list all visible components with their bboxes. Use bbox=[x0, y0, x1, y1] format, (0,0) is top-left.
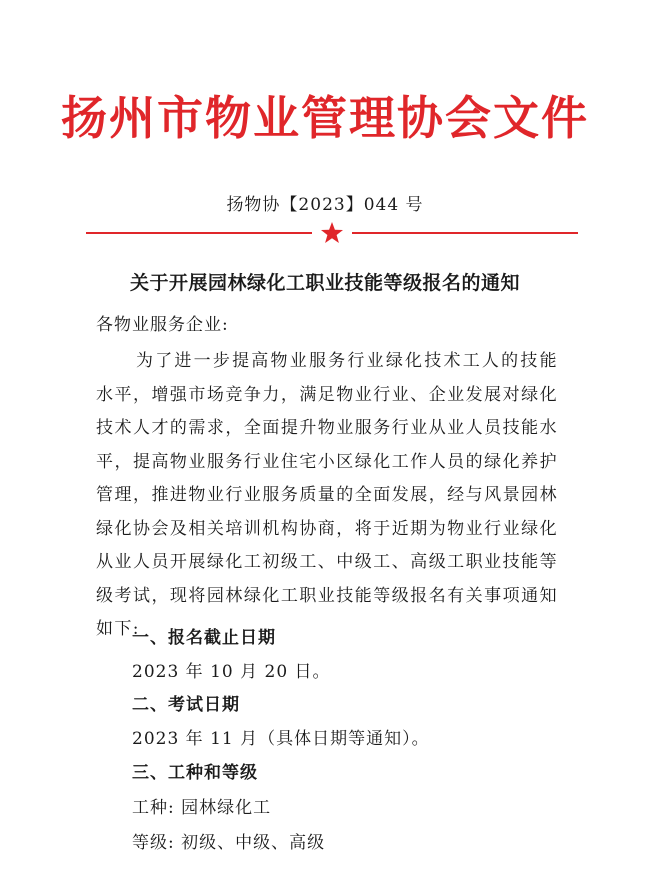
section-heading-exam-date: 二、考试日期 bbox=[132, 695, 240, 715]
section-heading-deadline: 一、报名截止日期 bbox=[132, 628, 276, 648]
red-divider bbox=[86, 222, 578, 246]
notice-title: 关于开展园林绿化工职业技能等级报名的通知 bbox=[129, 272, 520, 294]
body-paragraph: 为了进一步提高物业服务行业绿化技术工人的技能水平，增强市场竞争力，满足物业行业、企业发展对绿化技术人才的需求，全面提升物业服务行业从业人员技能水平，提高物业服务行业住宅小区绿化工作人员的绿化养护管理，推进物业行业服务质量的全面发展，经与风景园林绿化协会及相关培训机构协商，将于近期为物业行业绿化从业人员开展绿化工初级工、中级工、高级工职业技能等级考试，现将园林绿化工职业技能等级报名有关事项通知如下: bbox=[96, 351, 558, 639]
section-text-deadline: 2023 年 10 月 20 日。 bbox=[132, 662, 331, 682]
divider-line-left bbox=[86, 232, 312, 234]
section-text-levels: 等级: 初级、中级、高级 bbox=[132, 833, 326, 853]
star-icon bbox=[320, 221, 344, 245]
star-shape bbox=[321, 222, 343, 243]
document-number: 扬物协【2023】044 号 bbox=[226, 195, 424, 215]
section-heading-type-level: 三、工种和等级 bbox=[132, 763, 258, 783]
document-header-title: 扬州市物业管理协会文件 bbox=[61, 91, 589, 145]
salutation: 各物业服务企业: bbox=[96, 315, 229, 335]
divider-line-right bbox=[352, 232, 578, 234]
section-text-job-type: 工种: 园林绿化工 bbox=[132, 798, 272, 818]
section-text-exam-date: 2023 年 11 月（具体日期等通知）。 bbox=[132, 729, 430, 749]
